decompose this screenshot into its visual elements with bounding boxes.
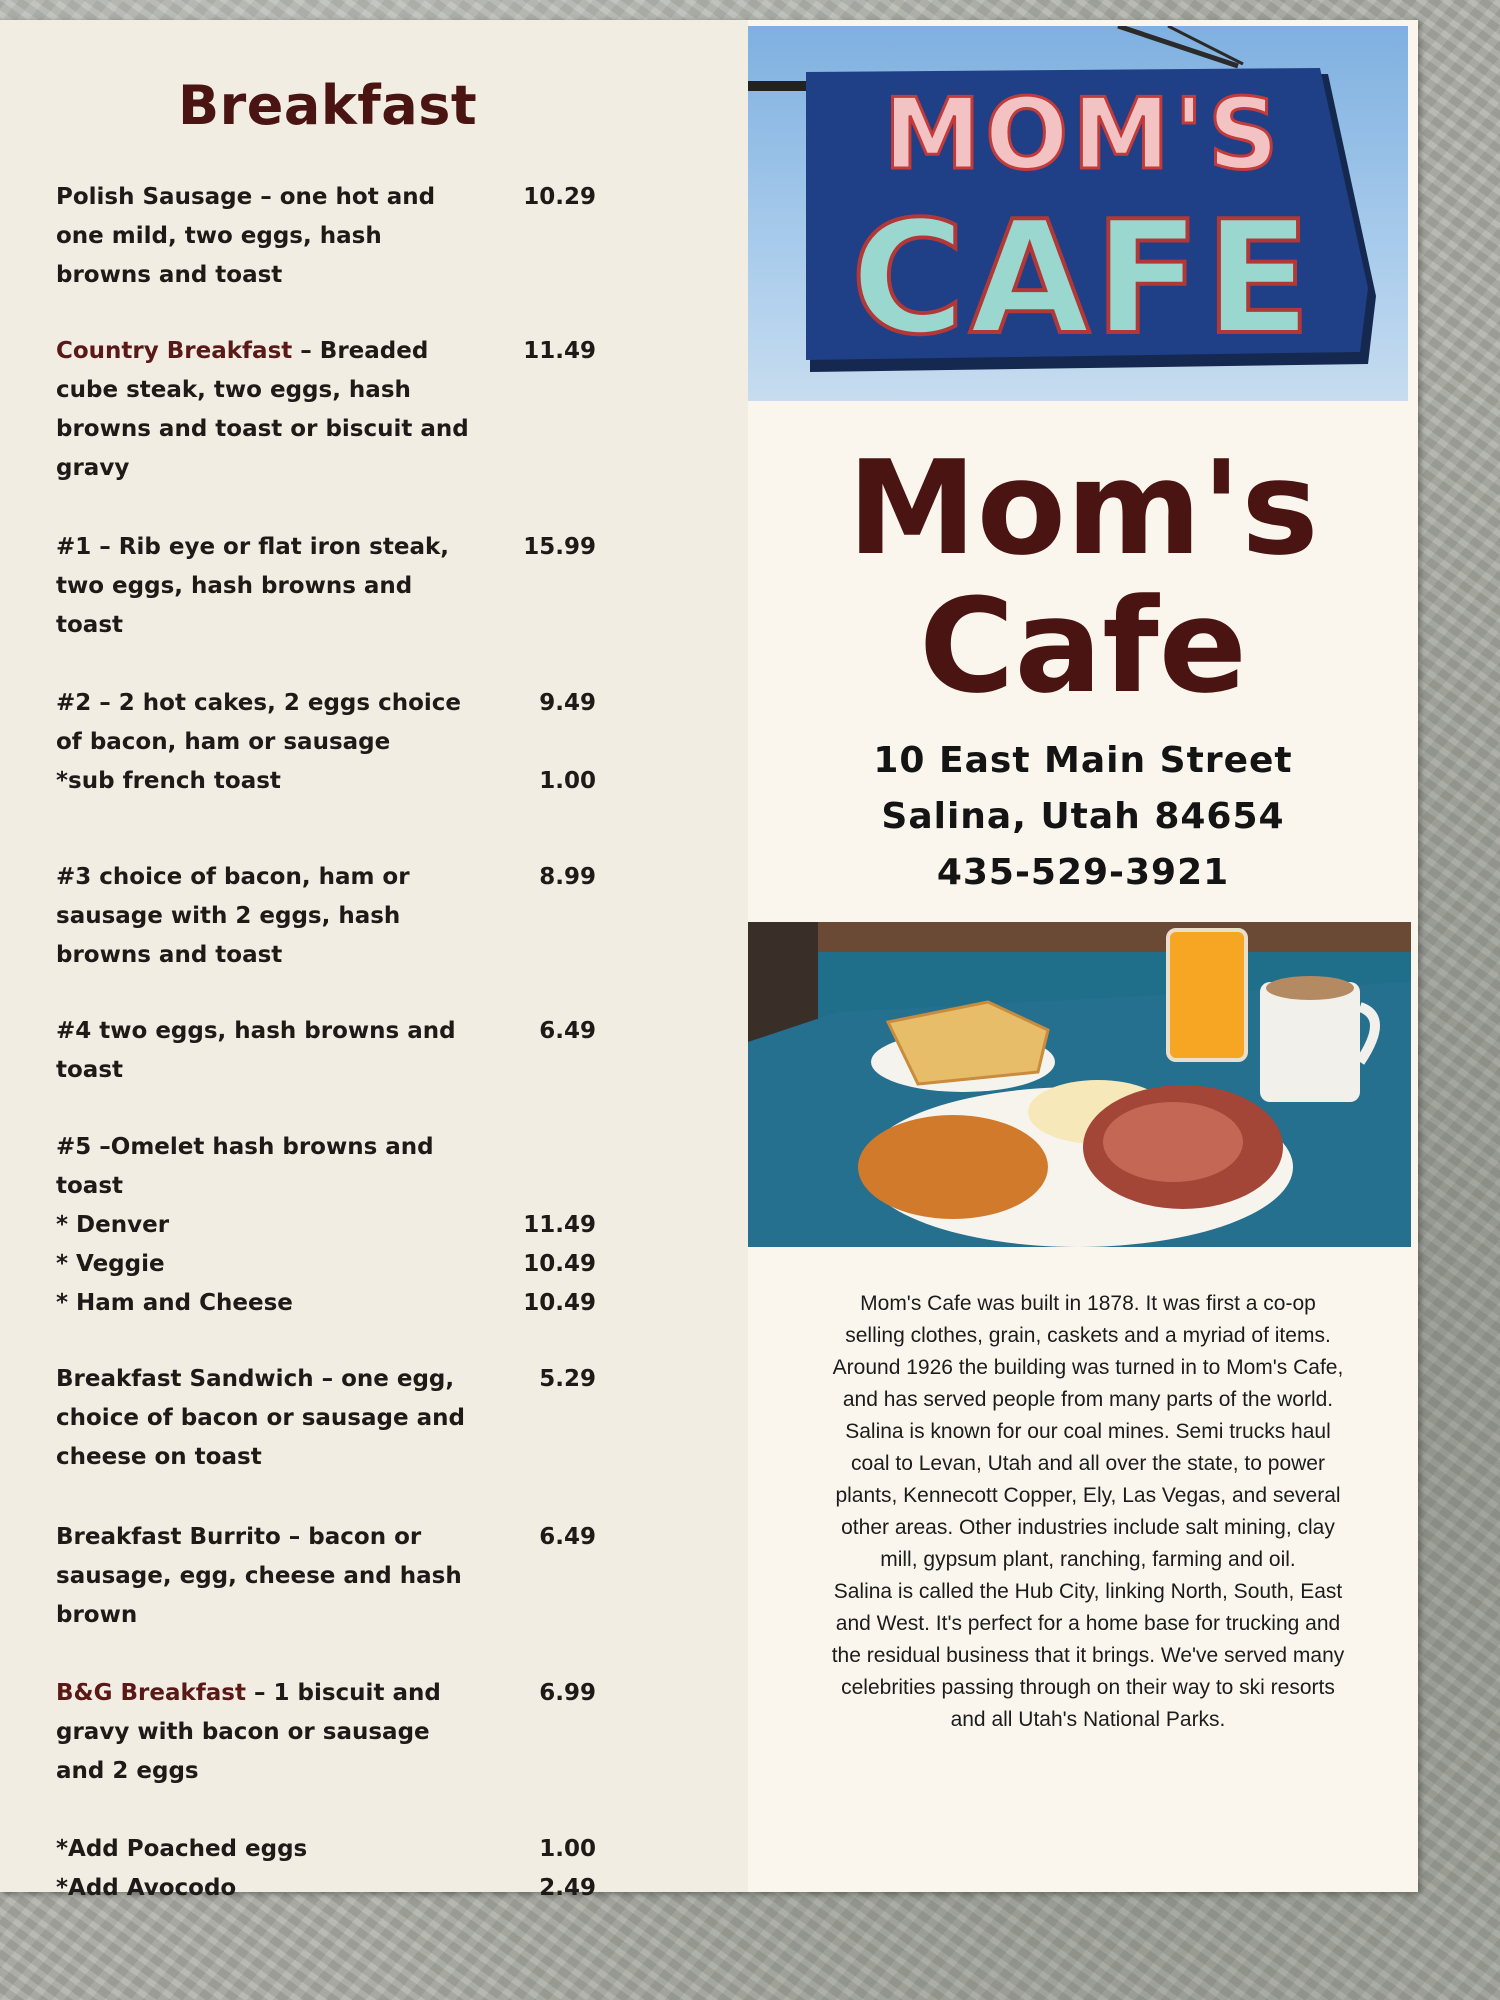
history-paragraph: Salina is known for our coal mines. Semi trucks haul coal to Levan, Utah and all over the state, to power plants, Kennecott Copper, Ely, Las Vegas, and several other areas. Other industries include salt mining, clay mill, gypsum plant, ranching, farming and oil.: [835, 1420, 1341, 1571]
menu-item: [56, 528, 596, 645]
menu-addon-price: 1.00: [539, 1836, 596, 1862]
menu-item-price: 5.29: [539, 1366, 596, 1392]
menu-item: [56, 178, 596, 295]
menu-sub-price: 1.00: [539, 768, 596, 794]
menu-sub-price: 10.49: [523, 1251, 596, 1277]
breakfast-menu-panel: [0, 20, 748, 1901]
history-paragraph: Salina is called the Hub City, linking North, South, East and West. It's perfect for a home base for trucking and the residual business that it brings. We've served many celebrities passing through on their way to ski resorts and all Utah's National Parks.: [831, 1580, 1345, 1731]
menu-sheet: [0, 20, 1418, 1901]
menu-item-price: 11.49: [523, 338, 596, 364]
menu-item-price: 6.49: [539, 1018, 596, 1044]
menu-item-price: 6.49: [539, 1524, 596, 1550]
sign-line-moms: MOM'S: [883, 78, 1283, 192]
menu-item-price: 9.49: [539, 690, 596, 716]
breakfast-plate-illustration: [748, 922, 1411, 1247]
menu-item-desc: #3 choice of bacon, ham or sausage with 2 eggs, hash browns and toast: [56, 864, 410, 968]
menu-item-price: 6.99: [539, 1680, 596, 1706]
menu-item-desc: #2 – 2 hot cakes, 2 eggs choice of bacon, ham or sausage: [56, 690, 462, 755]
neon-sign-photo: [748, 26, 1408, 401]
cafe-info-panel: [748, 20, 1418, 1892]
address-city: Salina, Utah 84654: [881, 796, 1285, 837]
orange-juice-glass: [1168, 930, 1246, 1060]
history-paragraph: Mom's Cafe was built in 1878. It was first a co-op selling clothes, grain, caskets and a myriad of items. Around 1926 the building was turned in to Mom's Cafe, and has served people from many parts of the world.: [832, 1292, 1344, 1411]
address-street: 10 East Main Street: [873, 740, 1293, 781]
menu-sub-option: * Denver 11.49: [56, 1206, 596, 1245]
menu-item: [56, 1360, 596, 1477]
menu-item-price: 15.99: [523, 534, 596, 560]
sign-line-cafe: CAFE: [850, 187, 1316, 369]
menu-item-desc: Breakfast Burrito – bacon or sausage, egg, cheese and hash brown: [56, 1524, 462, 1628]
menu-item-desc: #4 two eggs, hash browns and toast: [56, 1018, 456, 1083]
menu-item-price: 10.29: [523, 184, 596, 210]
phone-number: 435-529-3921: [936, 852, 1230, 893]
cafe-history: [828, 1288, 1348, 1736]
menu-item: [56, 1128, 596, 1323]
menu-addons: [56, 1830, 596, 1908]
cafe-name-line1: Mom's: [847, 432, 1319, 584]
menu-item-desc: Country Breakfast – Breaded cube steak, two eggs, hash browns and toast or biscuit and gravy: [56, 338, 469, 481]
menu-sub-price: 11.49: [523, 1212, 596, 1238]
menu-addon: *Add Avocodo 2.49: [56, 1869, 596, 1908]
hash-browns: [858, 1115, 1048, 1219]
menu-item-price: 8.99: [539, 864, 596, 890]
menu-sub-option: * Ham and Cheese 10.49: [56, 1284, 596, 1323]
menu-sub-option: * Veggie 10.49: [56, 1245, 596, 1284]
neon-sign-illustration: [748, 26, 1408, 401]
menu-item-desc: Polish Sausage – one hot and one mild, two eggs, hash browns and toast: [56, 184, 436, 288]
menu-item-desc: B&G Breakfast – 1 biscuit and gravy with bacon or sausage and 2 eggs: [56, 1680, 441, 1784]
menu-item: [56, 332, 596, 488]
menu-item: [56, 1518, 596, 1635]
menu-item-desc: #1 – Rib eye or flat iron steak, two eggs, hash browns and toast: [56, 534, 450, 638]
menu-item: [56, 858, 596, 975]
breakfast-plate-photo: [748, 922, 1411, 1247]
menu-addon-price: 2.49: [539, 1875, 596, 1901]
menu-sub-price: 10.49: [523, 1290, 596, 1316]
menu-item: [56, 1012, 596, 1090]
menu-item: [56, 684, 596, 801]
cafe-name-line2: Cafe: [919, 570, 1247, 722]
menu-title: Breakfast: [178, 74, 478, 137]
menu-item-desc: #5 –Omelet hash browns and toast: [56, 1134, 434, 1199]
menu-item-desc: Breakfast Sandwich – one egg, choice of bacon or sausage and cheese on toast: [56, 1366, 465, 1470]
menu-addon: *Add Poached eggs 1.00: [56, 1830, 596, 1869]
menu-item: [56, 1674, 596, 1791]
menu-sub-option: *sub french toast 1.00: [56, 762, 596, 801]
